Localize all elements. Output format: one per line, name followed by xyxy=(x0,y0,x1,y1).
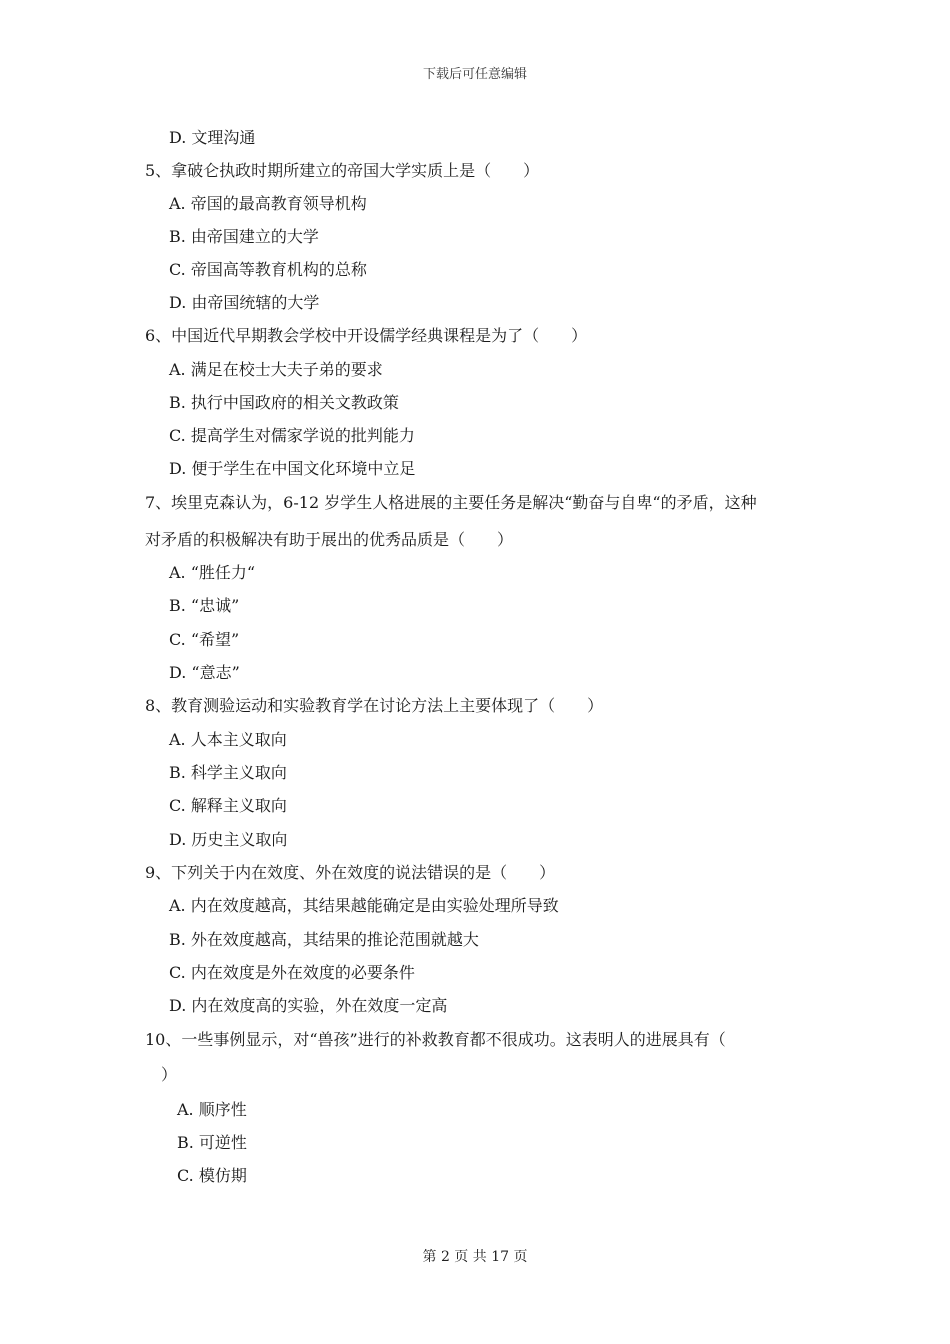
q8-option-c: C. 解释主义取向 xyxy=(169,796,287,815)
q6-option-d: D. 便于学生在中国文化环境中立足 xyxy=(169,459,416,478)
page-header: 下载后可任意编辑 xyxy=(422,67,527,82)
page-footer: 第 2 页 共 17 页 xyxy=(422,1249,528,1265)
q10-option-c: C. 模仿期 xyxy=(177,1166,247,1185)
q9-option-b: B. 外在效度越高，其结果的推论范围就越大 xyxy=(169,930,479,949)
question-5: 5、拿破仑执政时期所建立的帝国大学实质上是（ ） xyxy=(145,161,540,180)
q5-option-b: B. 由帝国建立的大学 xyxy=(169,227,319,246)
q9-option-c: C. 内在效度是外在效度的必要条件 xyxy=(169,963,415,982)
q8-option-b: B. 科学主义取向 xyxy=(169,763,287,782)
q10-option-a: A. 顺序性 xyxy=(177,1100,247,1119)
q10-option-b: B. 可逆性 xyxy=(177,1133,247,1152)
q7-option-d: D. “意志” xyxy=(169,663,240,682)
q4-option-d: D. 文理沟通 xyxy=(169,128,256,147)
q8-option-a: A. 人本主义取向 xyxy=(169,730,287,749)
q5-option-d: D. 由帝国统辖的大学 xyxy=(169,293,320,312)
q6-option-c: C. 提高学生对儒家学说的批判能力 xyxy=(169,426,415,445)
question-10-cont: ） xyxy=(145,1065,178,1084)
q5-option-a: A. 帝国的最高教育领导机构 xyxy=(169,194,367,213)
question-6: 6、中国近代早期教会学校中开设儒学经典课程是为了（ ） xyxy=(145,326,588,345)
q6-option-a: A. 满足在校士大夫子弟的要求 xyxy=(169,360,383,379)
q8-option-d: D. 历史主义取向 xyxy=(169,830,288,849)
q5-option-c: C. 帝国高等教育机构的总称 xyxy=(169,260,367,279)
question-8: 8、教育测验运动和实验教育学在讨论方法上主要体现了（ ） xyxy=(145,696,604,715)
question-7-cont: 对矛盾的积极解决有助于展出的优秀品质是（ ） xyxy=(145,530,514,549)
question-9: 9、下列关于内在效度、外在效度的说法错误的是（ ） xyxy=(145,863,556,882)
q9-option-a: A. 内在效度越高，其结果越能确定是由实验处理所导致 xyxy=(169,896,559,915)
q7-option-b: B. “忠诚” xyxy=(169,596,240,615)
q9-option-d: D. 内在效度高的实验，外在效度一定高 xyxy=(169,996,448,1015)
question-10: 10、一些事例显示，对“兽孩”进行的补救教育都不很成功。这表明人的进展具有（ xyxy=(145,1030,726,1049)
q7-option-a: A. “胜任力“ xyxy=(169,563,256,582)
q6-option-b: B. 执行中国政府的相关文教政策 xyxy=(169,393,399,412)
question-7: 7、埃里克森认为，6-12 岁学生人格进展的主要任务是解决“勤奋与自卑“的矛盾，这种 xyxy=(145,493,757,512)
q7-option-c: C. “希望” xyxy=(169,630,240,649)
